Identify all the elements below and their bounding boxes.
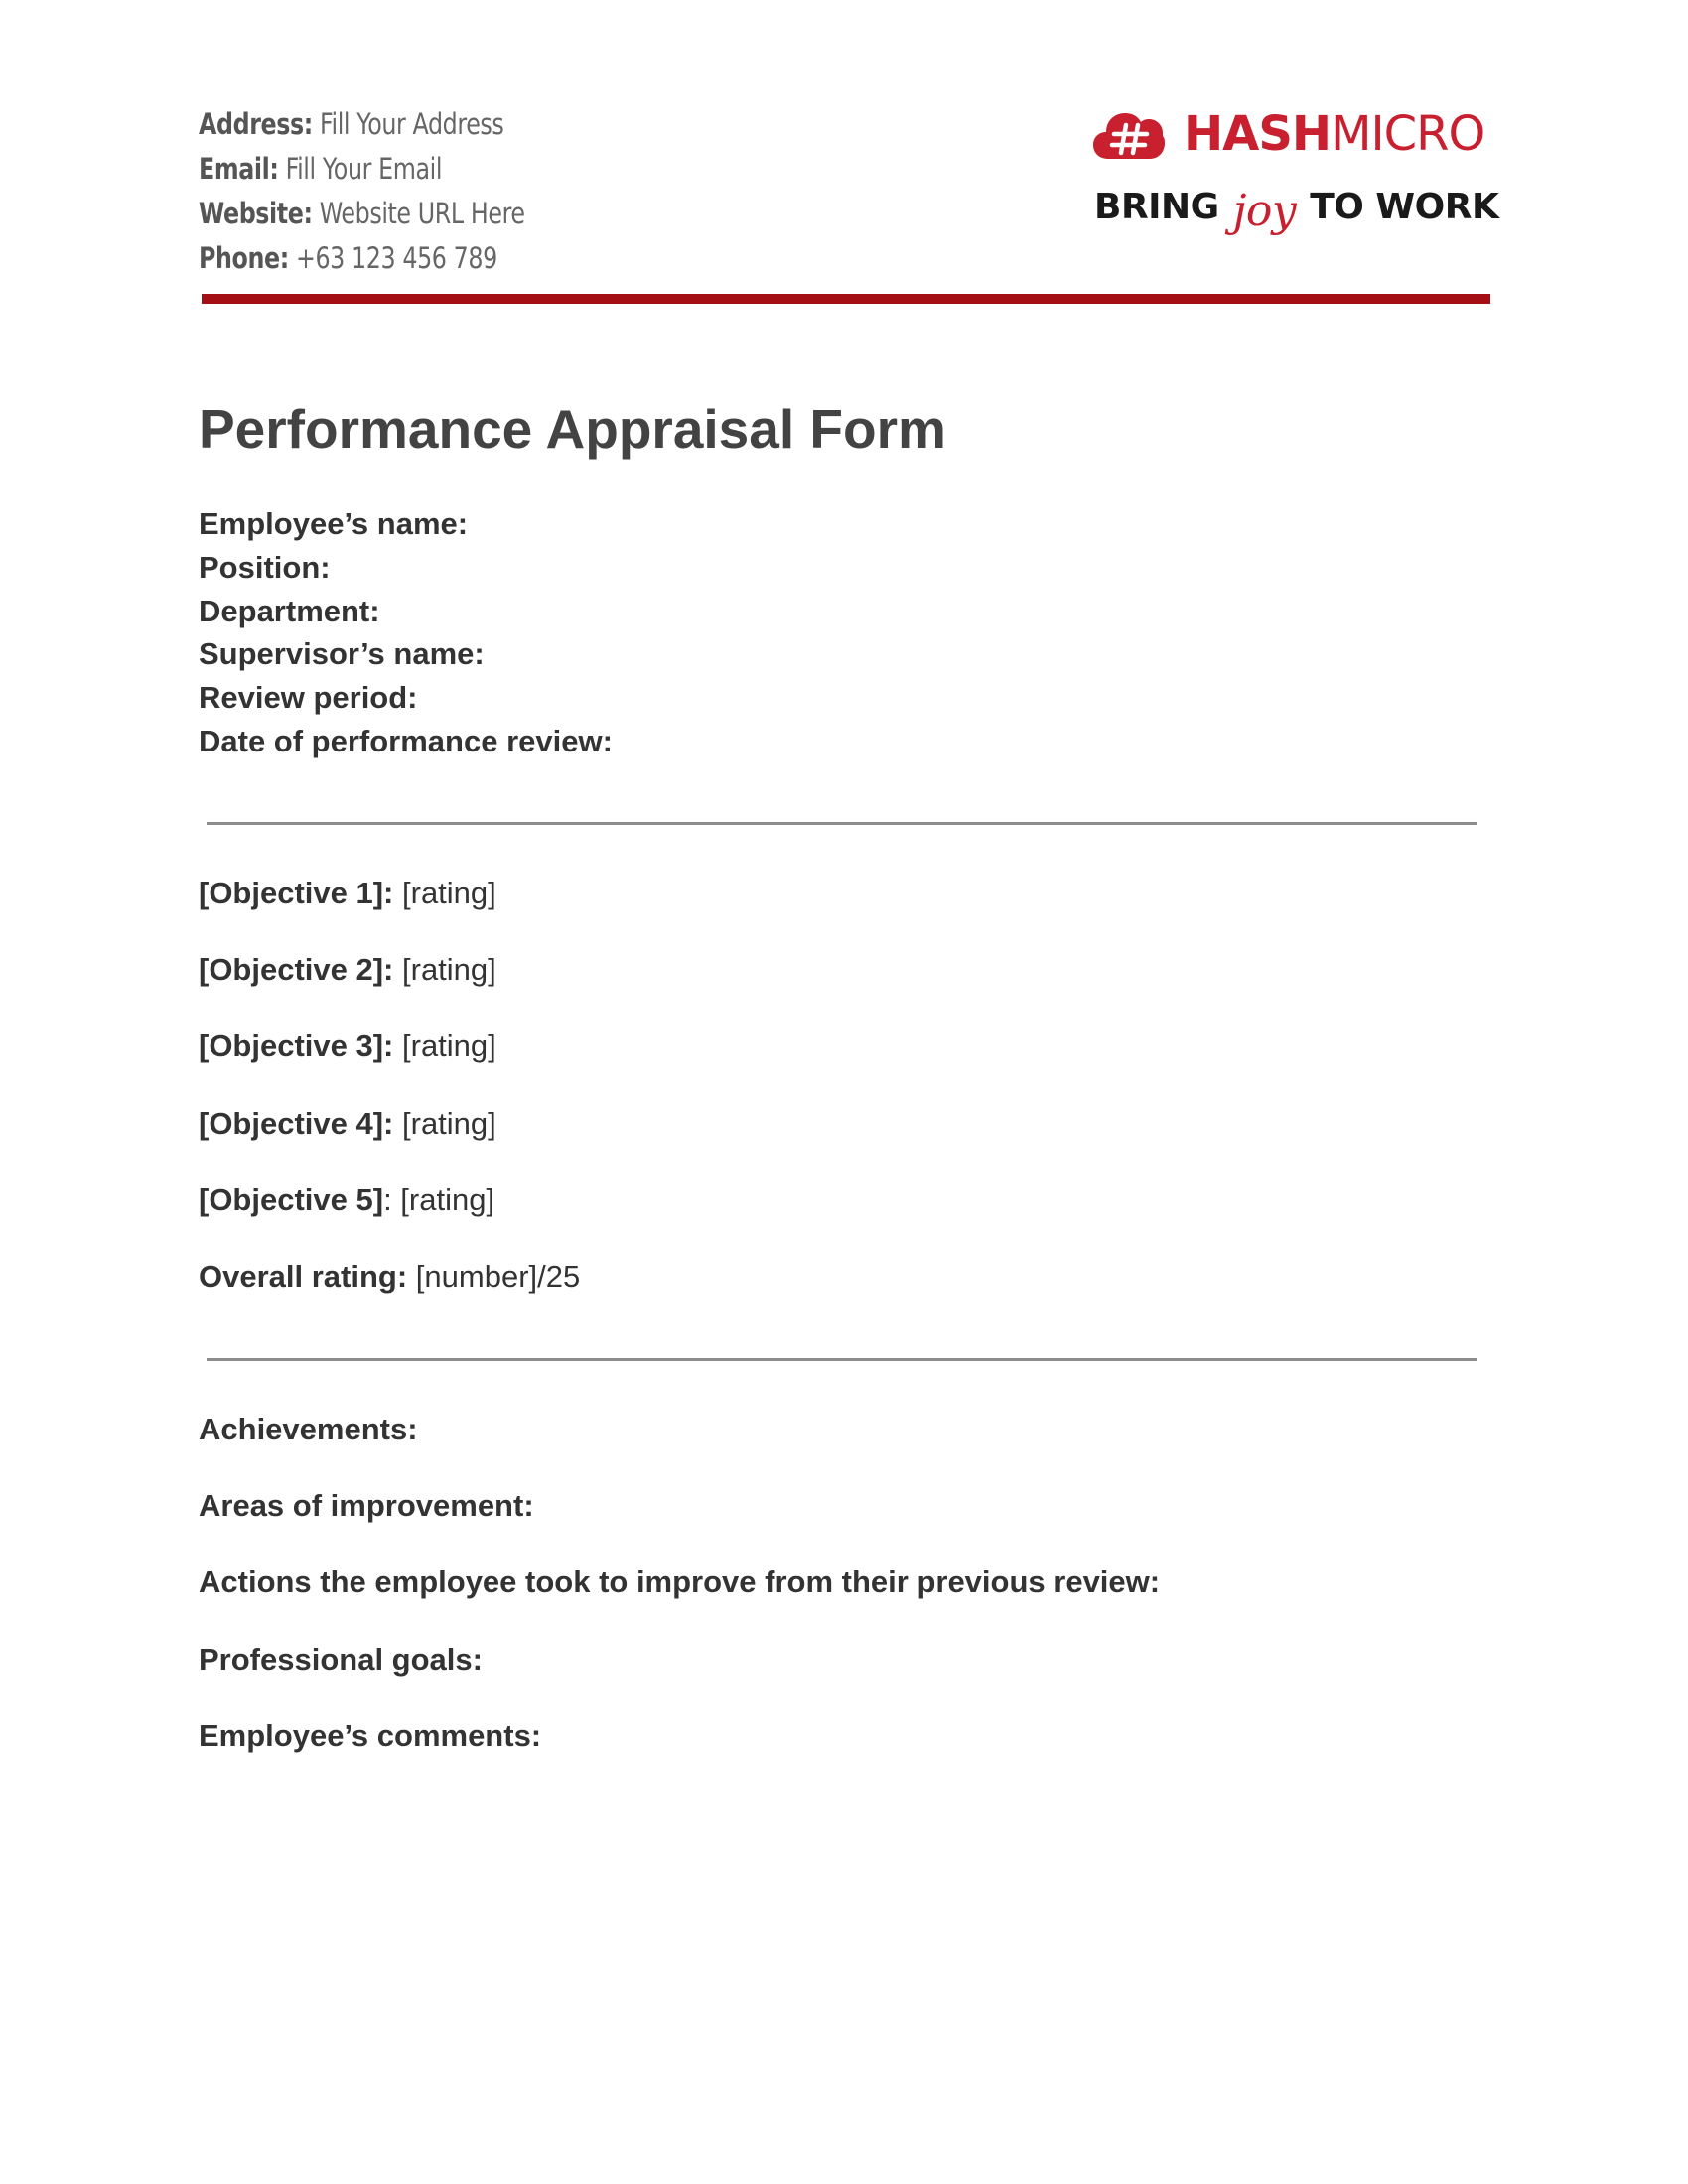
objective-rating: [rating] — [393, 1028, 496, 1064]
email-line — [199, 147, 525, 192]
objective-label: [Objective 1]: — [199, 876, 394, 910]
review-sections — [199, 1409, 1160, 1792]
section-divider — [207, 1358, 1477, 1361]
review-date-label: Date of performance review: — [199, 723, 613, 758]
objective-label: [Objective 5] — [199, 1181, 384, 1217]
brand-wordmark — [1184, 106, 1484, 162]
address-label: Address: — [199, 107, 313, 141]
improvement-areas-label: Areas of improvement: — [199, 1488, 534, 1524]
overall-rating-row — [199, 1256, 580, 1332]
achievements-label: Achievements: — [199, 1412, 418, 1446]
objective-rating: [rating] — [393, 1105, 496, 1141]
objective-rating: [rating] — [393, 952, 496, 988]
phone-label: Phone: — [199, 241, 289, 275]
objective-row — [199, 1025, 580, 1102]
hashmicro-logo — [1092, 104, 1499, 253]
objective-row — [199, 1103, 580, 1179]
objective-label: [Objective 4]: — [199, 1105, 394, 1141]
phone-value: +63 123 456 789 — [295, 241, 497, 275]
employee-fields — [199, 502, 613, 763]
tagline-left: BRING — [1094, 187, 1219, 227]
objective-rating: [rating] — [393, 876, 496, 910]
email-label: Email: — [199, 152, 279, 186]
improvement-actions-label: Actions the employee took to improve from their previous review: — [199, 1565, 1161, 1600]
hashtag-cloud-icon — [1092, 107, 1166, 161]
employee-name-label: Employee’s name: — [199, 506, 469, 541]
professional-goals-label: Professional goals: — [199, 1641, 483, 1677]
position-label: Position: — [199, 549, 331, 585]
objective-rating: : [rating] — [383, 1181, 495, 1217]
brand-bold: HASH — [1184, 106, 1332, 162]
phone-line — [199, 236, 525, 281]
objective-label: [Objective 3]: — [199, 1028, 394, 1064]
overall-rating-value: [number]/25 — [407, 1258, 581, 1294]
logo-tagline — [1094, 182, 1499, 236]
address-line — [199, 102, 525, 147]
page-title: Performance Appraisal Form — [199, 398, 946, 460]
website-line — [199, 192, 525, 236]
objective-row — [199, 949, 580, 1025]
email-value: Fill Your Email — [285, 152, 443, 186]
overall-rating-label: Overall rating: — [199, 1258, 408, 1294]
tagline-right: TO WORK — [1310, 187, 1499, 227]
department-label: Department: — [199, 593, 380, 628]
tagline-script: joy — [1232, 186, 1297, 236]
section-divider — [207, 822, 1477, 825]
website-label: Website: — [199, 197, 313, 230]
employee-comments-label: Employee’s comments: — [199, 1717, 542, 1753]
website-value: Website URL Here — [319, 197, 525, 230]
contact-info — [199, 102, 525, 281]
objectives-list — [199, 873, 580, 1332]
header-divider — [202, 294, 1490, 304]
supervisor-name-label: Supervisor’s name: — [199, 636, 485, 672]
review-period-label: Review period: — [199, 680, 418, 716]
logo-top-row — [1092, 104, 1484, 164]
objective-row — [199, 873, 580, 949]
brand-light: MICRO — [1331, 106, 1485, 162]
address-value: Fill Your Address — [320, 107, 504, 141]
objective-label: [Objective 2]: — [199, 952, 394, 988]
objective-row — [199, 1179, 580, 1256]
